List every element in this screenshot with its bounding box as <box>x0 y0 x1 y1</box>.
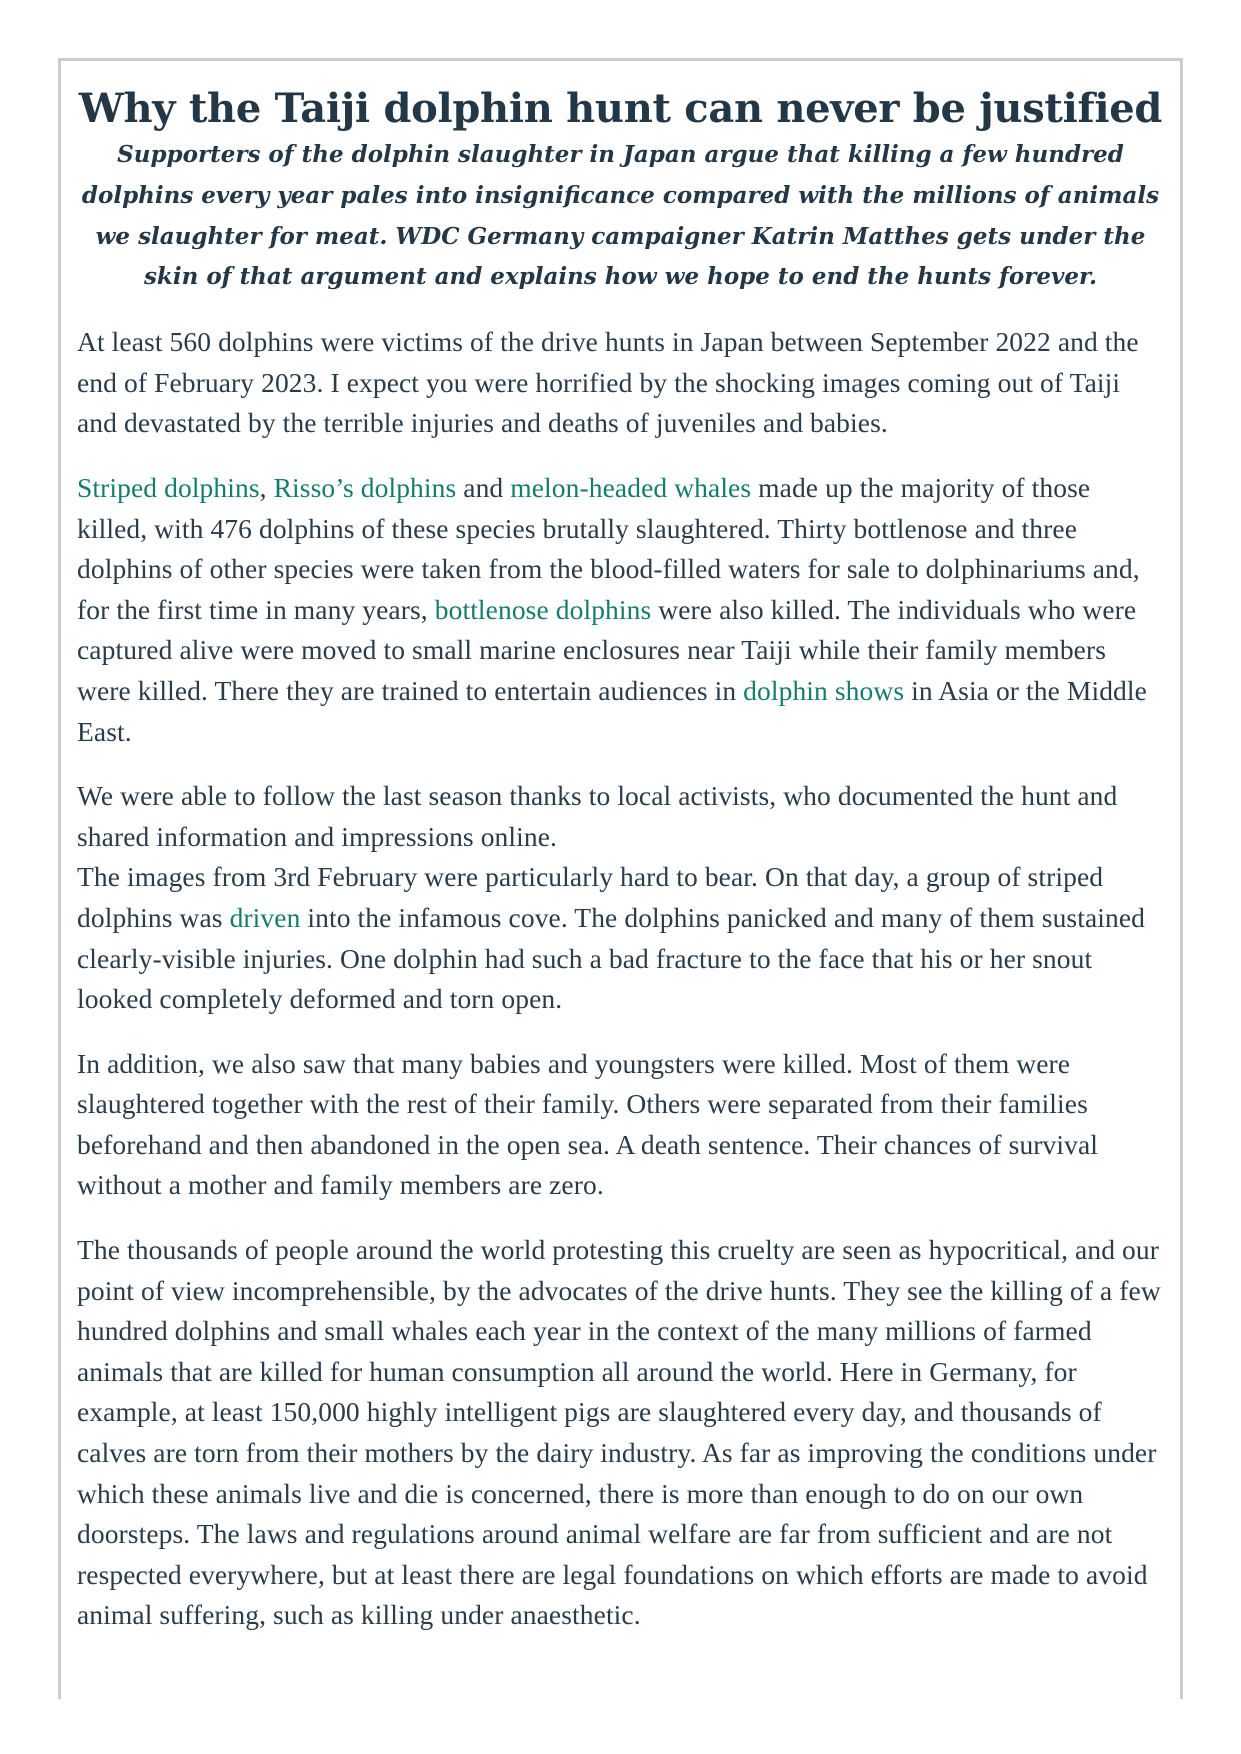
link-melon-headed-whales[interactable]: melon-headed whales <box>510 471 752 503</box>
paragraph-2-text-3: made up the majority of those killed, with 476 dolphins of these species brutally slaughtered. Thirty bottlenose and three dolphins of other species were taken from the blood-filled waters for sale to dolphinariums and, for the first time in many years, <box>77 471 1140 625</box>
paragraph-2-text-4: were also killed. The individuals who were captured alive were moved to small marine enclosures near Taiji while their family members were killed. There they are trained to entertain audiences in <box>77 593 1137 706</box>
link-dolphin-shows[interactable]: dolphin shows <box>743 674 905 706</box>
paragraph-2-text-2: and <box>456 471 511 503</box>
paragraph-2-text-1: , <box>259 471 274 503</box>
paragraph-3-text-1: The images from 3rd February were particularly hard to bear. On that day, a group of striped dolphins was <box>77 861 1104 933</box>
paragraph-1: At least 560 dolphins were victims of the drive hunts in Japan between September 2022 and the end of February 2023. I expect you were horrified by the shocking images coming out of Taiji and devastated by the terrible injuries and deaths of juveniles and babies. <box>77 326 1139 439</box>
link-bottlenose-dolphins[interactable]: bottlenose dolphins <box>434 593 652 625</box>
article-frame <box>58 58 1183 1699</box>
paragraph-4: In addition, we also saw that many babies and youngsters were killed. Most of them were slaughtered together with the rest of their family. Others were separated from their families beforehand and then abandoned in the open sea. A death sentence. Their chances of survival without a mother and family members are zero. <box>77 1047 1099 1201</box>
paragraph-2-text-5: in Asia or the Middle East. <box>77 674 1147 747</box>
article-content <box>77 61 1164 1636</box>
article-standfirst: Supporters of the dolphin slaughter in Japan argue that killing a few hundred dolphins every year pales into insignificance compared with the millions of animals we slaughter for meat. WDC Germany campaigner Katrin Matthes gets under the skin of that argument and explains how we hope to end the hunts forever. <box>81 141 1160 291</box>
paragraph-3 <box>77 776 1164 1020</box>
link-striped-dolphins[interactable]: Striped dolphins <box>77 471 260 503</box>
paragraph-3-line-1: We were able to follow the last season thanks to local activists, who documented the hunt and shared information and impressions online. <box>77 780 1118 852</box>
paragraph-3-text-2: into the infamous cove. The dolphins panicked and many of them sustained clearly-visible injuries. One dolphin had such a bad fracture to the face that his or her snout looked completely deformed and torn open. <box>77 901 1146 1015</box>
paragraph-5: The thousands of people around the world protesting this cruelty are seen as hypocritical, and our point of view incomprehensible, by the advocates of the drive hunts. They see the killing of a few hundred dolphins and small whales each year in the context of the many millions of farmed animals that are killed for human consumption all around the world. Here in Germany, for example, at least 150,000 highly intelligent pigs are slaughtered every day, and thousands of calves are torn from their mothers by the dairy industry. As far as improving the conditions under which these animals live and die is concerned, there is more than enough to do on our own doorsteps. The laws and regulations around animal welfare are far from sufficient and are not respected everywhere, but at least there are legal foundations on which efforts are made to avoid animal suffering, such as killing under anaesthetic. <box>77 1234 1161 1631</box>
link-rissos-dolphins[interactable]: Risso’s dolphins <box>273 471 457 503</box>
article-title: Why the Taiji dolphin hunt can never be justified <box>78 85 1163 132</box>
link-driven[interactable]: driven <box>229 901 301 933</box>
paragraph-2 <box>77 468 1164 752</box>
